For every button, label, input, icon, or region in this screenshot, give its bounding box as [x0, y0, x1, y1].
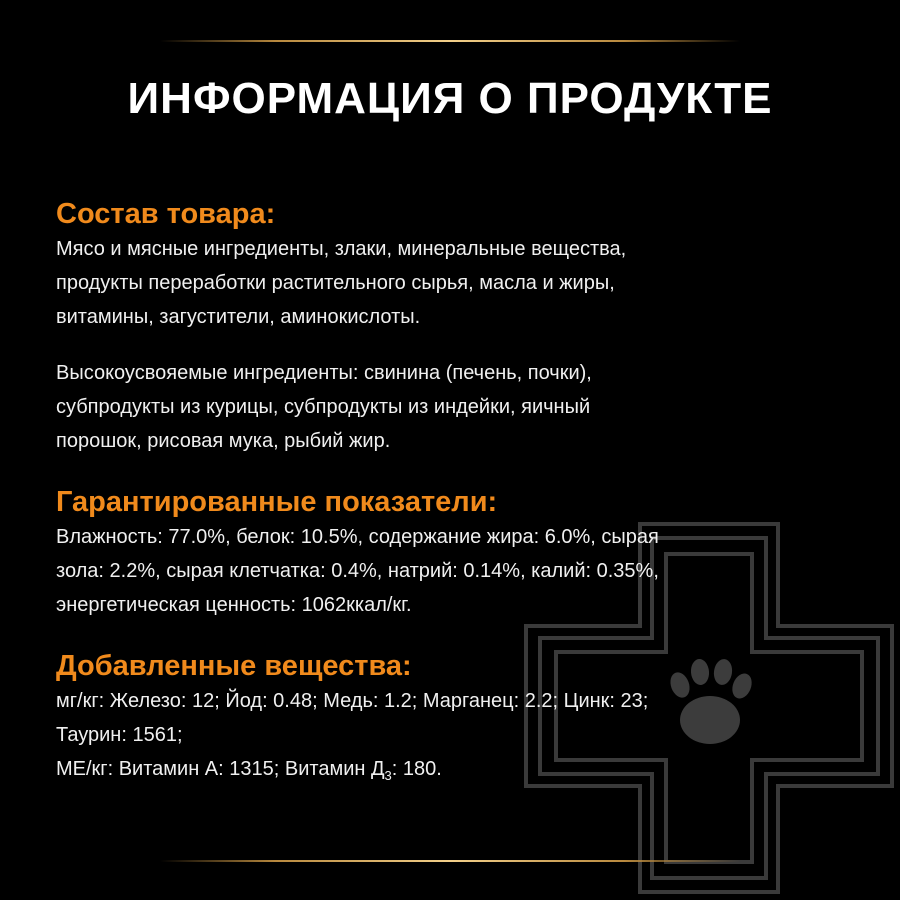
spacer — [56, 458, 846, 484]
guaranteed-line: зола: 2.2%, сырая клетчатка: 0.4%, натрий: 0.14%, калий: 0.35%, — [56, 560, 659, 582]
additives-heading: Добавленные вещества: — [56, 650, 412, 682]
composition-line: Мясо и мясные ингредиенты, злаки, минеральные вещества, — [56, 238, 627, 260]
vitamins-value: : 180. — [391, 758, 442, 780]
top-gold-divider — [160, 40, 740, 42]
guaranteed-line: Влажность: 77.0%, белок: 10.5%, содержание жира: 6.0%, сырая — [56, 526, 659, 548]
vitamins-text: МЕ/кг: Витамин А: 1315; Витамин Д — [56, 758, 385, 780]
additives-line — [56, 752, 846, 793]
product-info — [56, 196, 846, 793]
additives-line: Таурин: 1561; — [56, 724, 183, 746]
page-title: ИНФОРМАЦИЯ О ПРОДУКТЕ — [127, 74, 773, 123]
additives-line: мг/кг: Железо: 12; Йод: 0.48; Медь: 1.2; Марганец: 2.2; Цинк: 23; — [56, 690, 649, 712]
composition-line: витамины, загустители, аминокислоты. — [56, 306, 421, 328]
vitamin-subscript: 3 — [384, 768, 392, 783]
guaranteed-heading: Гарантированные показатели: — [56, 486, 498, 518]
bottom-gold-divider — [160, 860, 740, 862]
composition-line: продукты переработки растительного сырья, масла и жиры, — [56, 272, 615, 294]
spacer — [56, 334, 846, 356]
spacer — [56, 622, 846, 648]
guaranteed-line: энергетическая ценность: 1062ккал/кг. — [56, 594, 412, 616]
ingredients-line: Высокоусвояемые ингредиенты: свинина (печень, почки), — [56, 362, 592, 384]
composition-heading: Состав товара: — [56, 198, 276, 230]
ingredients-line: субпродукты из курицы, субпродукты из индейки, яичный — [56, 396, 591, 418]
ingredients-line: порошок, рисовая мука, рыбий жир. — [56, 430, 391, 452]
